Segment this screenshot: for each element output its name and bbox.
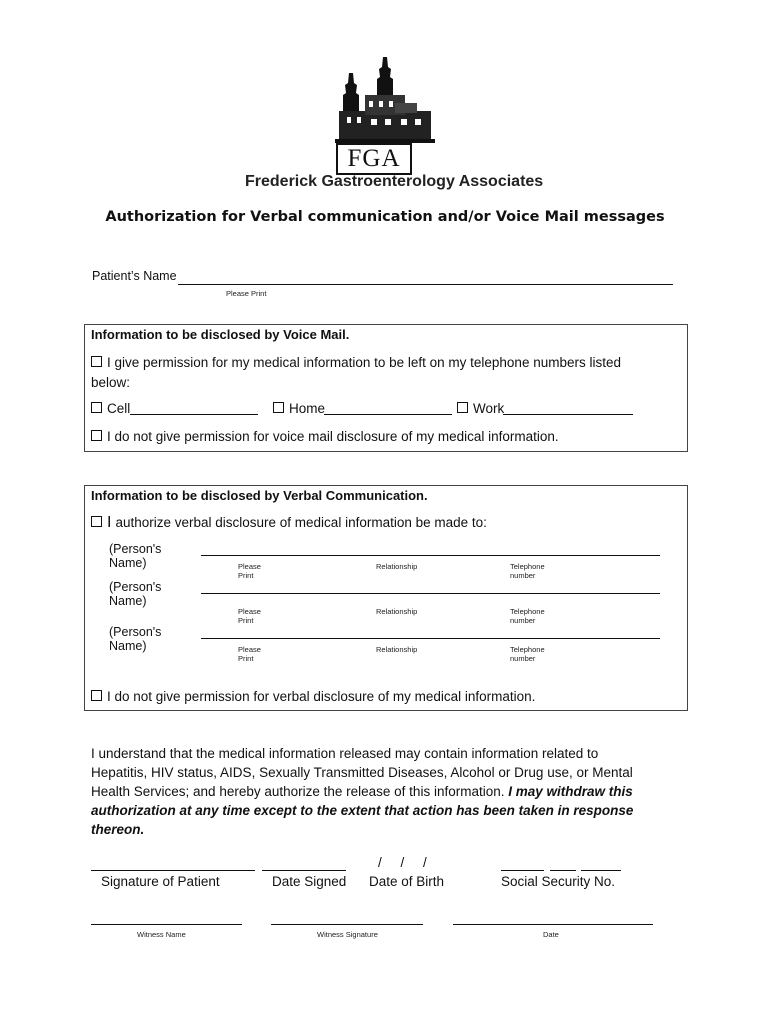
fga-initials: FGA: [347, 145, 401, 172]
work-label: Work: [473, 401, 505, 416]
statement-line-2: Hepatitis, HIV status, AIDS, Sexually Transmitted Diseases, Alcohol or Drug use, or Mental: [91, 765, 633, 780]
person-phone-hint: Telephone number: [510, 645, 545, 663]
verbal-deny-text: I do not give permission for verbal disclosure of my medical information.: [107, 689, 536, 704]
cell-field[interactable]: [130, 414, 258, 415]
ssn-field-1[interactable]: [501, 870, 544, 871]
ssn-label: Social Security No.: [501, 874, 616, 889]
signature-of-patient-label: Signature of Patient: [101, 874, 220, 889]
person-name-field[interactable]: [201, 638, 660, 639]
voicemail-permission-text-2: below:: [91, 375, 131, 390]
witness-signature-field[interactable]: [271, 924, 423, 925]
cell-label: Cell: [107, 401, 131, 416]
patient-name-field[interactable]: [178, 284, 673, 285]
person-name-label: (Person's Name): [109, 542, 162, 570]
building-logo-icon: [335, 55, 435, 147]
witness-date-field[interactable]: [453, 924, 653, 925]
voicemail-deny-checkbox[interactable]: [91, 430, 102, 441]
statement-line-4: authorization at any time except to the extent that action has been taken in response: [91, 803, 634, 818]
verbal-authorize-text: authorize verbal disclosure of medical information be made to:: [115, 515, 487, 530]
witness-signature-label: Witness Signature: [317, 930, 378, 939]
witness-date-label: Date: [543, 930, 559, 939]
statement-withdraw: I may withdraw this: [508, 784, 633, 799]
voicemail-permission-checkbox[interactable]: [91, 356, 102, 367]
voicemail-heading: Information to be disclosed by Voice Mail.: [91, 327, 350, 342]
organization-name: Frederick Gastroenterology Associates: [245, 173, 544, 190]
page-title: Authorization for Verbal communication and/or Voice Mail messages: [105, 209, 665, 225]
person-phone-hint: Telephone number: [510, 562, 545, 580]
phone-cell: [91, 401, 130, 416]
patient-name-hint: Please Print: [226, 289, 267, 298]
person-name-label: (Person's Name): [109, 580, 162, 608]
person-relationship-hint: Relationship: [376, 562, 418, 571]
verbal-authorize-checkbox[interactable]: [91, 516, 102, 527]
person-print-hint: Please Print: [238, 562, 261, 580]
home-checkbox[interactable]: [273, 402, 284, 413]
date-signed-label: Date Signed: [272, 874, 347, 889]
date-of-birth-label: Date of Birth: [369, 874, 445, 889]
person-name-field[interactable]: [201, 593, 660, 594]
work-field[interactable]: [503, 414, 633, 415]
logo: [240, 55, 544, 195]
work-checkbox[interactable]: [457, 402, 468, 413]
home-label: Home: [289, 401, 326, 416]
person-print-hint: Please Print: [238, 607, 261, 625]
fga-initials-box: [336, 143, 412, 175]
ssn-field-3[interactable]: [581, 870, 621, 871]
witness-name-label: Witness Name: [137, 930, 186, 939]
person-relationship-hint: Relationship: [376, 645, 418, 654]
statement-line-3: Health Services; and hereby authorize the release of this information.: [91, 784, 505, 799]
voicemail-permission-text: I give permission for my medical information to be left on my telephone numbers listed: [107, 355, 621, 370]
consent-statement: [91, 744, 711, 839]
person-print-hint: Please Print: [238, 645, 261, 663]
voicemail-permission: [91, 353, 681, 393]
person-name-field[interactable]: [201, 555, 660, 556]
date-signed-field[interactable]: [262, 870, 346, 871]
witness-name-field[interactable]: [91, 924, 242, 925]
statement-line-1: I understand that the medical information released may contain information related to: [91, 746, 599, 761]
verbal-heading: Information to be disclosed by Verbal Communication.: [91, 488, 428, 503]
verbal-deny-checkbox[interactable]: [91, 690, 102, 701]
verbal-authorize: [91, 514, 487, 532]
home-field[interactable]: [324, 414, 452, 415]
phone-work: [457, 401, 504, 416]
person-phone-hint: Telephone number: [510, 607, 545, 625]
verbal-authorize-i: I: [107, 514, 112, 531]
person-name-label: (Person's Name): [109, 625, 162, 653]
ssn-field-2[interactable]: [550, 870, 576, 871]
voicemail-deny: [91, 429, 559, 444]
cell-checkbox[interactable]: [91, 402, 102, 413]
verbal-deny: [91, 689, 535, 704]
phone-home: [273, 401, 325, 416]
person-relationship-hint: Relationship: [376, 607, 418, 616]
dob-field[interactable]: / / /: [378, 855, 427, 870]
signature-field[interactable]: [91, 870, 255, 871]
statement-line-5: thereon.: [91, 822, 145, 837]
voicemail-deny-text: I do not give permission for voice mail disclosure of my medical information.: [107, 429, 559, 444]
patient-name-label: Patient’s Name: [92, 269, 177, 283]
